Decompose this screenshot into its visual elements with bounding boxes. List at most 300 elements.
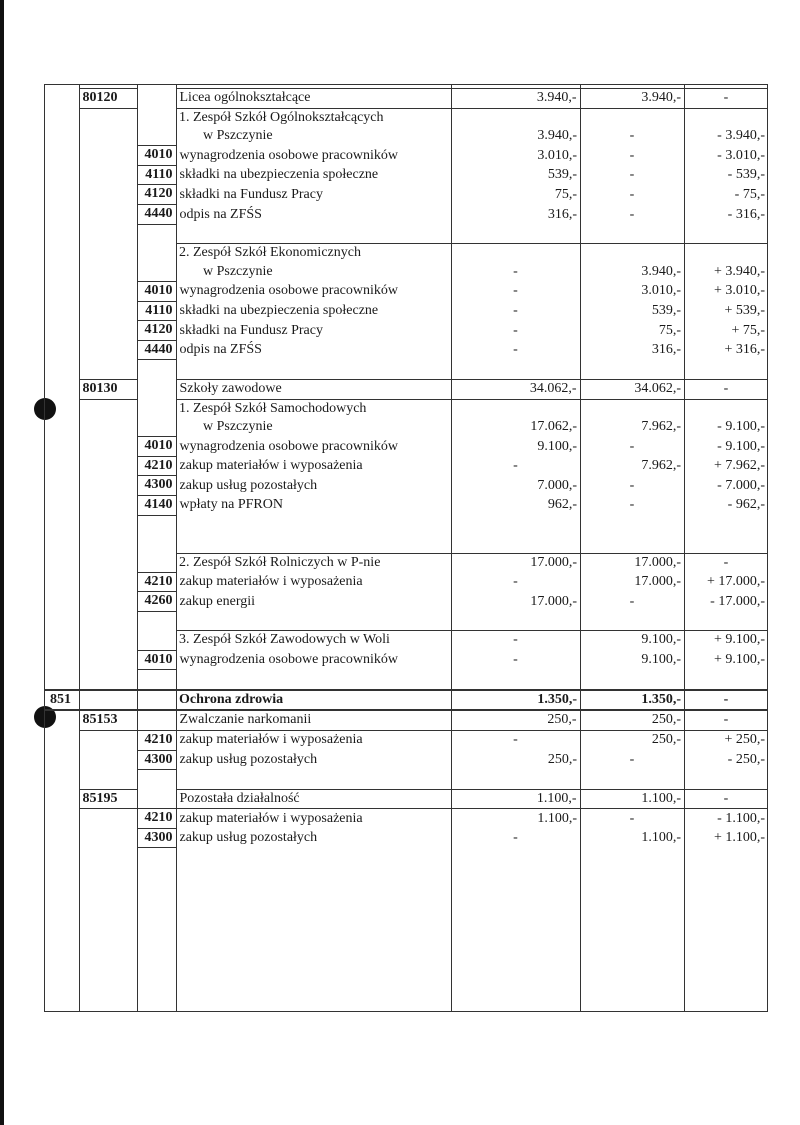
paragraf-code [137,89,176,109]
rozdzial-code [79,572,137,592]
table-row [44,321,768,341]
rozdzial-code [79,399,137,418]
amount-decrease: - [513,263,518,279]
dzial-code [44,631,79,650]
amount-difference: - 75,- [734,186,765,202]
table-row [44,205,768,225]
rozdzial-code [79,418,137,437]
dzial-code [44,572,79,592]
table-row [44,456,768,476]
table-row [44,690,768,711]
item-name [176,572,451,592]
item-name-text: w Pszczynie [203,419,273,435]
table-row [44,553,768,572]
empty-row-cell [44,515,768,553]
amount-difference: + 7.962,- [713,458,765,474]
item-name-text: Ochrona zdrowia [179,691,284,707]
table-row [44,670,768,690]
table-row [44,828,768,848]
item-name-text: zakup energii [179,593,256,609]
item-name-text: Pozostała działalność [179,790,300,806]
amount-difference: - 250,- [727,752,765,767]
amount-difference: - 3.010,- [717,147,765,163]
table-row [44,399,768,418]
rozdzial-code [79,321,137,341]
rozdzial-code: 80130 [79,379,137,399]
table-row [44,360,768,380]
amount-decrease: 34.062,- [451,379,580,399]
amount-decrease: 17.000,- [530,593,577,609]
table-row [44,165,768,185]
amount-difference: + 539,- [724,303,765,319]
item-name [176,456,451,476]
item-name-text: zakup usług pozostałych [179,477,318,493]
dzial-code [44,476,79,496]
amount-decrease: - [513,830,518,846]
table-row [44,379,768,399]
amount-decrease: 1.350,- [451,690,580,711]
paragraf-code: 4260 [137,592,176,612]
item-name [176,127,451,146]
amount-decrease: 1.100,- [451,789,580,809]
amount-difference: + 75,- [731,322,765,338]
amount-increase: 250,- [580,710,684,730]
dzial-code [44,146,79,166]
amount-difference: - [684,89,768,109]
item-name-text: 3. Zespół Szkół Zawodowych w Woli [179,632,390,648]
table-row [44,495,768,515]
rozdzial-code [79,340,137,360]
dzial-code [44,108,79,127]
budget-table [44,88,768,848]
dzial-code: 851 [44,690,79,711]
amount-difference: - [684,690,768,711]
rozdzial-code [79,281,137,301]
item-name [176,205,451,225]
dzial-code [44,809,79,829]
amount-increase: - [629,497,635,513]
empty-row-cell [44,770,768,790]
item-name [176,690,451,711]
amount-increase: 9.100,- [580,631,684,650]
item-name [176,146,451,166]
amount-decrease [451,244,580,263]
amount-increase [580,244,684,263]
paragraf-code: 4120 [137,185,176,205]
item-name [176,828,451,848]
dzial-code [44,205,79,225]
amount-increase: 1.100,- [580,789,684,809]
item-name-text: wynagrodzenia osobowe pracowników [179,283,398,299]
amount-difference [684,244,768,263]
table-row [44,437,768,457]
amount-decrease: 3.940,- [451,89,580,109]
item-name [176,418,451,437]
rozdzial-code [79,108,137,127]
amount-decrease [451,108,580,127]
amount-difference [684,399,768,418]
amount-difference: - [684,710,768,730]
amount-decrease: - [513,458,518,474]
dzial-code [44,456,79,476]
paragraf-code [137,399,176,418]
item-name-text: wynagrodzenia osobowe pracowników [179,652,398,668]
paragraf-code [137,379,176,399]
item-name [176,730,451,750]
rozdzial-code [79,205,137,225]
paragraf-code [137,244,176,263]
paragraf-code: 4300 [137,476,176,496]
dzial-code [44,710,79,730]
paragraf-code: 4300 [137,828,176,848]
paragraf-code [137,631,176,650]
item-name [176,399,451,418]
paragraf-code [137,690,176,711]
item-name-text: 2. Zespół Szkół Rolniczych w P-nie [179,554,381,570]
amount-increase: 9.100,- [641,652,681,668]
amount-increase: 7.962,- [641,458,681,474]
rozdzial-code [79,631,137,650]
amount-decrease: - [451,631,580,650]
paragraf-code: 4010 [137,437,176,457]
table-row [44,301,768,321]
dzial-code [44,379,79,399]
rozdzial-code [79,809,137,829]
item-name [176,165,451,185]
item-name-text: 2. Zespół Szkół Ekonomicznych [179,245,361,261]
item-name [176,108,451,127]
paragraf-code: 4300 [137,750,176,770]
item-name [176,809,451,829]
amount-decrease: 17.000,- [451,553,580,572]
amount-difference: - 1.100,- [717,810,765,826]
dzial-code [44,399,79,418]
amount-difference: + 1.100,- [713,830,765,846]
paragraf-code [137,127,176,146]
paragraf-code [137,418,176,437]
table-row [44,108,768,127]
paragraf-code: 4010 [137,146,176,166]
table-row [44,789,768,809]
item-name [176,789,451,809]
table-row [44,611,768,631]
item-name [176,750,451,770]
item-name-text: odpis na ZFŚS [179,206,262,222]
dzial-code [44,127,79,146]
amount-increase: 3.940,- [641,263,681,279]
amount-increase: - [629,438,635,454]
dzial-code [44,301,79,321]
amount-increase: - [629,752,635,767]
budget-table-body [44,89,768,848]
item-name-text: składki na ubezpieczenia społeczne [179,303,379,319]
table-row [44,146,768,166]
dzial-code [44,340,79,360]
amount-increase: 539,- [651,303,681,319]
amount-increase: - [629,128,635,144]
amount-decrease: - [513,342,518,358]
table-row [44,185,768,205]
item-name-text: zakup usług pozostałych [179,752,318,767]
item-name-text: Licea ogólnokształcące [179,90,311,105]
item-name [176,244,451,263]
paragraf-code: 4440 [137,340,176,360]
amount-difference: - 3.940,- [717,128,765,144]
item-name-text: Szkoły zawodowe [179,380,282,396]
amount-increase [580,108,684,127]
amount-difference: + 9.100,- [713,652,765,668]
amount-decrease: 9.100,- [537,438,577,454]
amount-increase: 250,- [651,732,681,748]
amount-increase: - [629,167,635,183]
item-name-text: Zwalczanie narkomanii [179,712,312,728]
amount-increase: 17.000,- [580,553,684,572]
dzial-code [44,418,79,437]
dzial-code [44,592,79,612]
dzial-code [44,789,79,809]
empty-row-cell [44,611,768,631]
rozdzial-code [79,127,137,146]
amount-decrease: 17.062,- [530,419,577,435]
table-row [44,770,768,790]
amount-increase: - [629,477,635,493]
paragraf-code: 4010 [137,281,176,301]
amount-decrease: 7.000,- [537,477,577,493]
item-name-text: zakup materiałów i wyposażenia [179,458,363,474]
rozdzial-code [79,553,137,572]
amount-difference: - [684,553,768,572]
amount-increase: - [629,593,635,609]
table-row [44,224,768,244]
scan-edge-line [0,0,4,1125]
dzial-code [44,750,79,770]
rozdzial-code [79,165,137,185]
item-name [176,710,451,730]
table-row [44,710,768,730]
paragraf-code [137,710,176,730]
item-name-text: składki na ubezpieczenia społeczne [179,167,379,183]
item-name-text: wpłaty na PFRON [179,497,283,513]
item-name [176,379,451,399]
amount-decrease: 250,- [547,752,577,767]
amount-increase: 3.940,- [580,89,684,109]
amount-increase: 17.000,- [634,574,681,590]
item-name [176,650,451,670]
rozdzial-code [79,690,137,711]
dzial-code [44,730,79,750]
rozdzial-code [79,185,137,205]
paragraf-code: 4110 [137,301,176,321]
amount-decrease: - [513,322,518,338]
item-name-text: zakup usług pozostałych [179,830,318,846]
item-name-text: zakup materiałów i wyposażenia [179,732,363,748]
rozdzial-code [79,495,137,515]
rozdzial-code [79,650,137,670]
table-row [44,127,768,146]
paragraf-code: 4210 [137,456,176,476]
table-row [44,631,768,650]
paragraf-code: 4210 [137,572,176,592]
amount-decrease: 962,- [547,497,577,513]
amount-decrease: 3.010,- [537,147,577,163]
dzial-code [44,263,79,282]
item-name [176,476,451,496]
rozdzial-code [79,146,137,166]
item-name-text: odpis na ZFŚS [179,342,262,358]
amount-increase: 1.350,- [580,690,684,711]
amount-increase: 75,- [658,322,681,338]
table-row [44,244,768,263]
rozdzial-code [79,592,137,612]
amount-difference: + 3.940,- [713,263,765,279]
rozdzial-code [79,476,137,496]
item-name-text: wynagrodzenia osobowe pracowników [179,438,398,454]
empty-row-cell [44,224,768,244]
rozdzial-code [79,730,137,750]
amount-difference: - 316,- [727,206,765,222]
amount-decrease [451,399,580,418]
amount-decrease: 250,- [451,710,580,730]
amount-decrease: - [513,574,518,590]
table-row [44,340,768,360]
paragraf-code: 4210 [137,730,176,750]
dzial-code [44,165,79,185]
dzial-code [44,437,79,457]
amount-difference: - 17.000,- [710,593,765,609]
paragraf-code [137,553,176,572]
amount-increase [580,399,684,418]
amount-decrease: 3.940,- [537,128,577,144]
item-name [176,263,451,282]
item-name [176,340,451,360]
item-name-text: wynagrodzenia osobowe pracowników [179,147,398,163]
rozdzial-code [79,301,137,321]
table-row [44,476,768,496]
table-row [44,750,768,770]
amount-difference: - [684,789,768,809]
rozdzial-code [79,828,137,848]
item-name [176,89,451,109]
amount-decrease: 75,- [554,186,577,202]
item-name-text: 1. Zespół Szkół Ogólnokształcących [179,109,384,125]
item-name [176,553,451,572]
item-name [176,185,451,205]
dzial-code [44,281,79,301]
item-name [176,631,451,650]
amount-increase: 1.100,- [641,830,681,846]
item-name-text: składki na Fundusz Pracy [179,322,323,338]
amount-decrease: - [513,303,518,319]
table-row [44,809,768,829]
rozdzial-code [79,750,137,770]
rozdzial-code [79,437,137,457]
amount-decrease: - [513,652,518,668]
amount-increase: 34.062,- [580,379,684,399]
table-row [44,650,768,670]
dzial-code [44,650,79,670]
amount-difference: + 250,- [724,732,765,748]
amount-decrease: 316,- [547,206,577,222]
paragraf-code [137,789,176,809]
paragraf-code: 4210 [137,809,176,829]
dzial-code [44,185,79,205]
amount-difference: + 3.010,- [713,283,765,299]
amount-decrease: - [513,283,518,299]
rozdzial-code: 85153 [79,710,137,730]
amount-difference: + 17.000,- [706,574,765,590]
paragraf-code [137,263,176,282]
amount-increase: - [629,206,635,222]
empty-row-cell [44,670,768,690]
dzial-code [44,321,79,341]
amount-difference: - 539,- [727,167,765,183]
item-name [176,437,451,457]
rozdzial-code [79,456,137,476]
amount-increase: - [629,810,635,826]
rozdzial-code: 85195 [79,789,137,809]
item-name-text: w Pszczynie [203,128,273,144]
paragraf-code: 4110 [137,165,176,185]
empty-row-cell [44,360,768,380]
paragraf-code [137,108,176,127]
amount-increase: - [629,186,635,202]
amount-difference: - 9.100,- [717,419,765,435]
amount-decrease: 1.100,- [537,810,577,826]
paragraf-code: 4140 [137,495,176,515]
item-name [176,592,451,612]
paragraf-code: 4010 [137,650,176,670]
amount-difference: - 962,- [727,497,765,513]
amount-decrease: - [513,732,518,748]
item-name [176,301,451,321]
dzial-code [44,495,79,515]
table-row [44,263,768,282]
item-name-text: zakup materiałów i wyposażenia [179,810,363,826]
rozdzial-code [79,263,137,282]
amount-increase: 3.010,- [641,283,681,299]
table-row [44,730,768,750]
paragraf-code: 4440 [137,205,176,225]
amount-difference [684,108,768,127]
item-name-text: w Pszczynie [203,263,273,279]
rozdzial-code: 80120 [79,89,137,109]
rozdzial-code [79,244,137,263]
amount-decrease: 539,- [547,167,577,183]
item-name-text: składki na Fundusz Pracy [179,186,323,202]
item-name [176,321,451,341]
amount-difference: - 7.000,- [717,477,765,493]
item-name-text: zakup materiałów i wyposażenia [179,574,363,590]
table-row [44,89,768,109]
table-row [44,515,768,553]
item-name [176,281,451,301]
paragraf-code: 4120 [137,321,176,341]
amount-difference: - [684,379,768,399]
amount-increase: 316,- [651,342,681,358]
amount-increase: 7.962,- [641,419,681,435]
item-name [176,495,451,515]
table-row [44,281,768,301]
dzial-code [44,553,79,572]
table-row [44,592,768,612]
amount-difference: + 9.100,- [684,631,768,650]
amount-increase: - [629,147,635,163]
amount-difference: + 316,- [724,342,765,358]
dzial-code [44,89,79,109]
amount-difference: - 9.100,- [717,438,765,454]
dzial-code [44,828,79,848]
dzial-code [44,244,79,263]
